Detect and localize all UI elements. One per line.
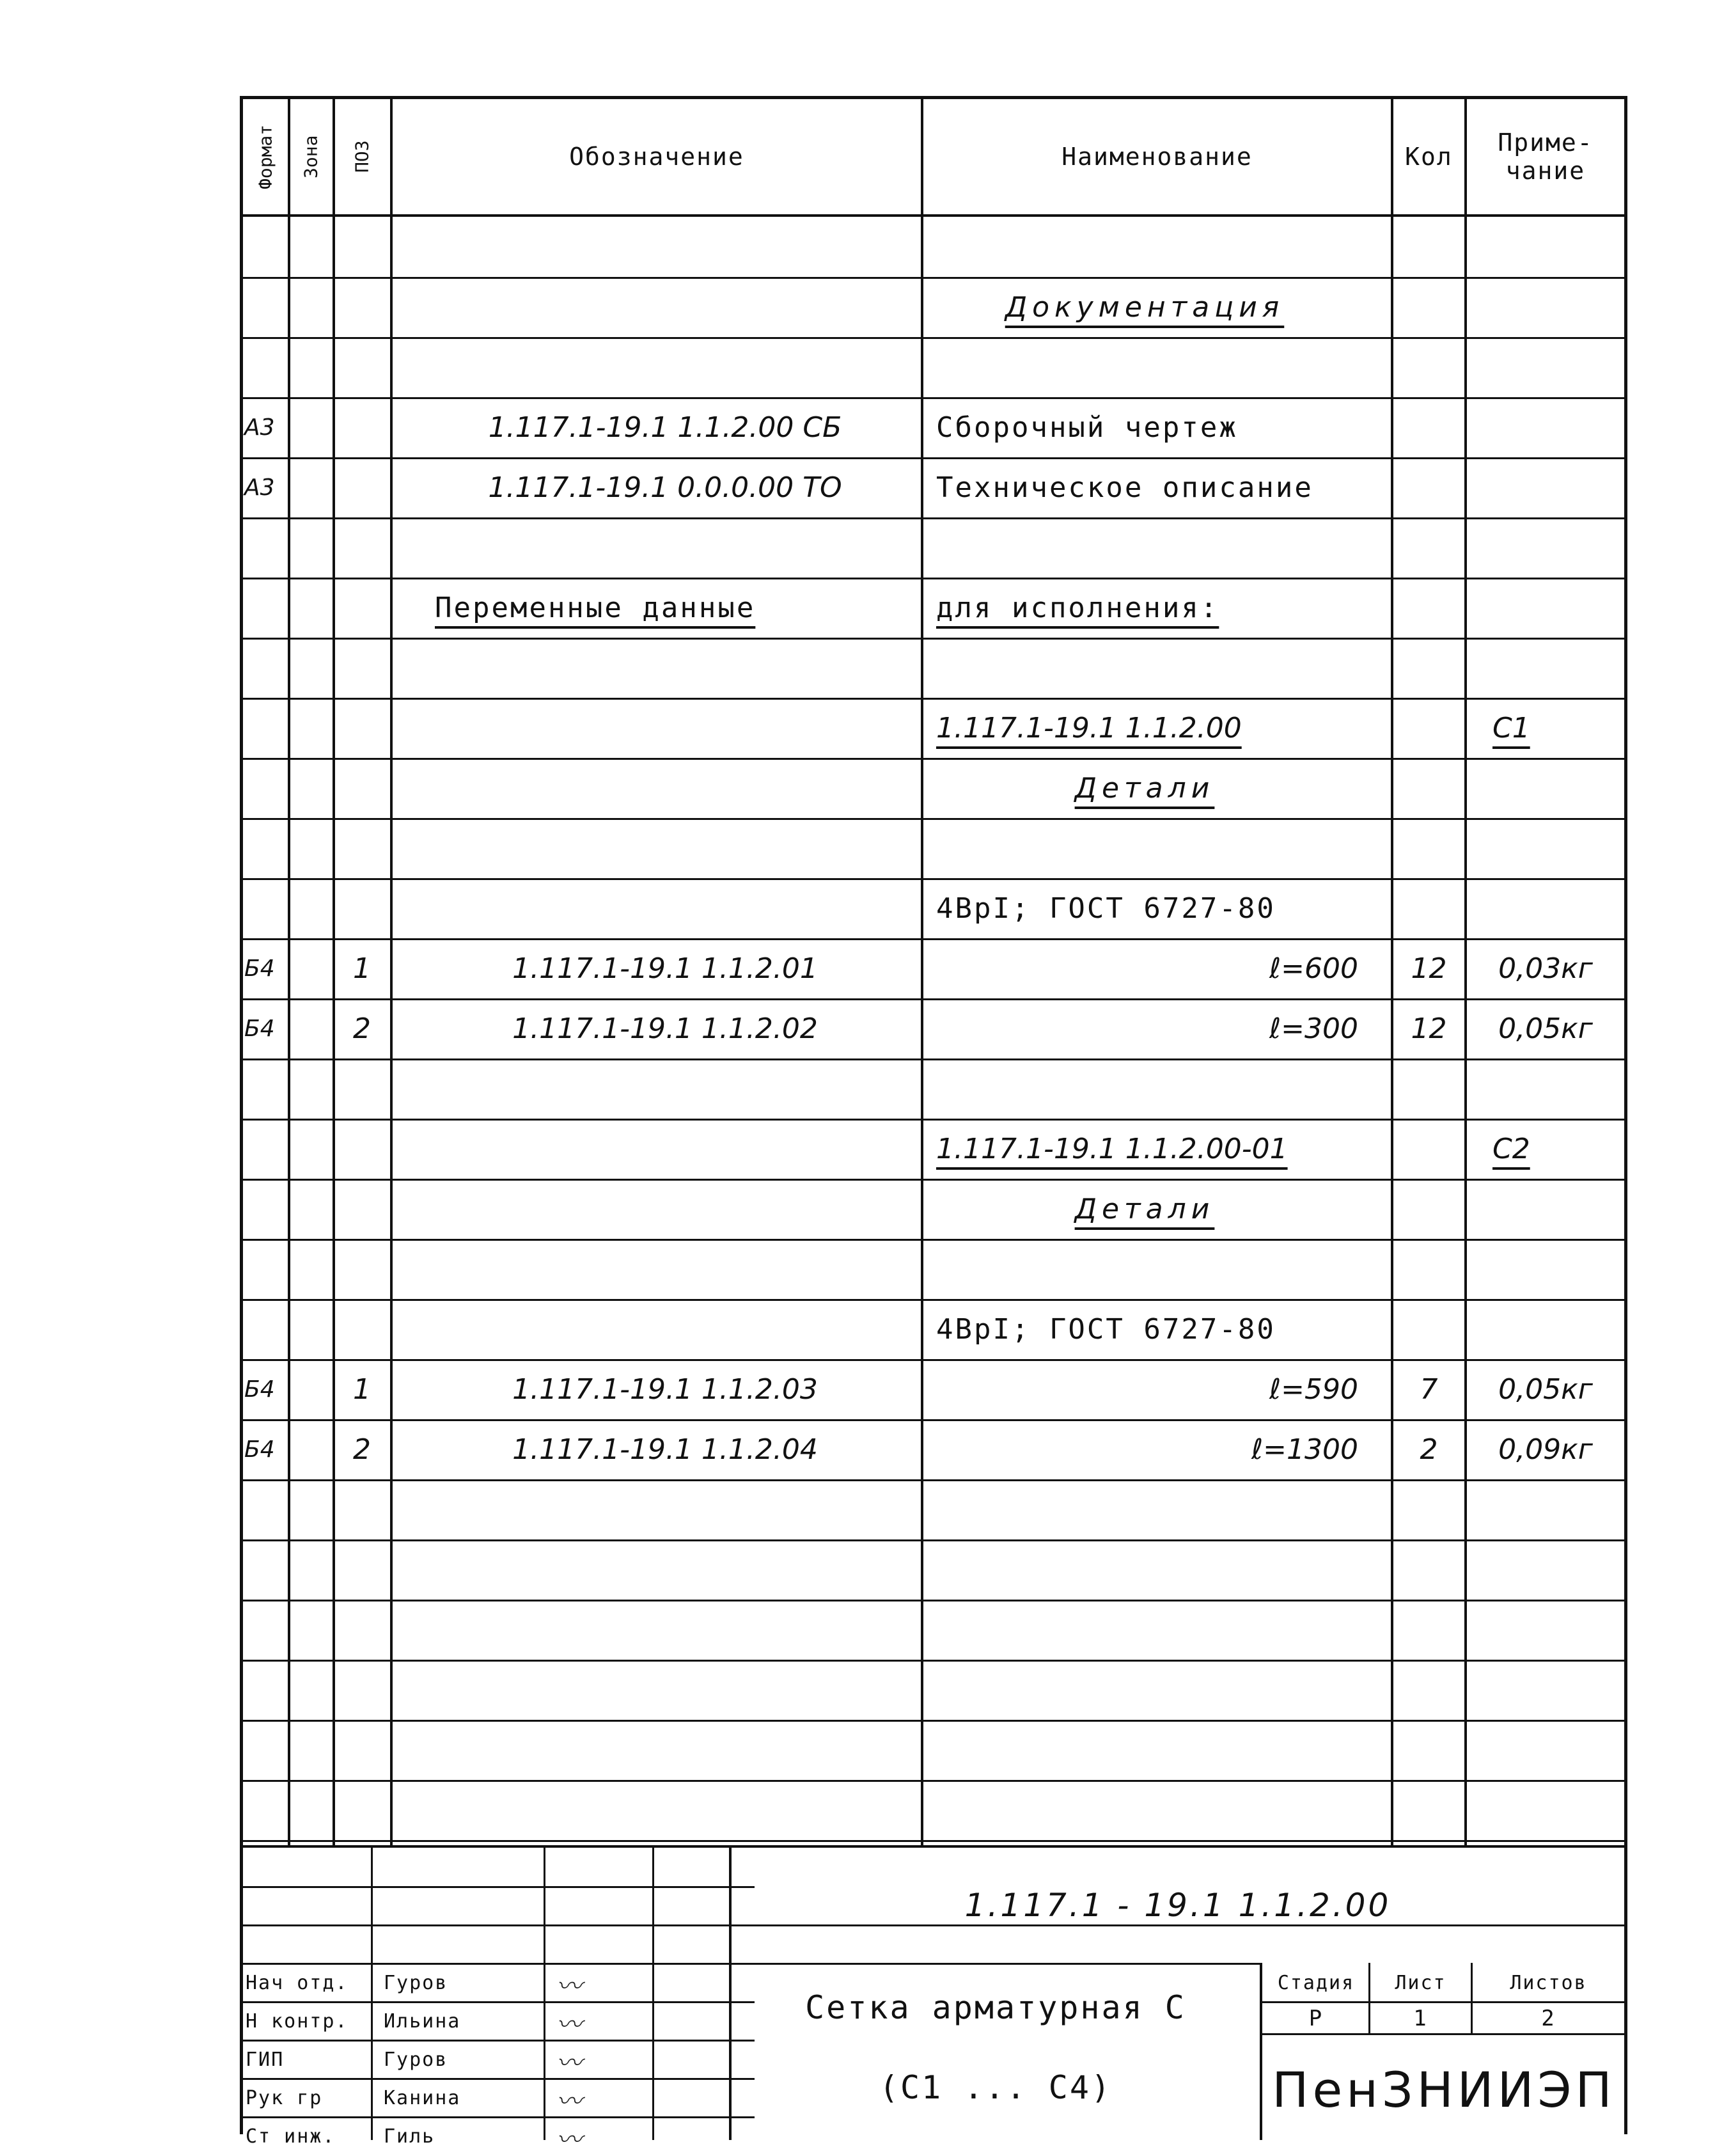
row-designation <box>409 638 921 698</box>
signer-name: Гиль <box>384 2125 435 2148</box>
row-name: Документация <box>1005 290 1285 324</box>
row-qty <box>1393 457 1464 517</box>
row-qty <box>1393 1119 1464 1179</box>
row-name <box>923 337 1384 397</box>
row-designation: 1.117.1-19.1 1.1.2.03 <box>512 1373 818 1406</box>
row-designation <box>409 1058 921 1119</box>
row-name <box>923 1539 1384 1600</box>
row-qty <box>1393 698 1464 758</box>
row-qty: 7 <box>1420 1373 1438 1406</box>
signer-name: Гуров <box>384 1972 448 1994</box>
row-name: 1.117.1-19.1 1.1.2.00-01 <box>936 1132 1288 1165</box>
row-designation <box>409 878 921 938</box>
row-name <box>923 1720 1384 1780</box>
row-name: 1.117.1-19.1 1.1.2.00 <box>936 711 1242 744</box>
row-format <box>244 1660 288 1720</box>
row-name: 4ВрI; ГОСТ 6727-80 <box>936 1312 1276 1346</box>
sheet-value: 1 <box>1413 2005 1428 2031</box>
row-name: ℓ=1300 <box>1251 1433 1358 1466</box>
signature-mark: 〰 <box>556 2087 582 2116</box>
row-note <box>1467 1600 1624 1660</box>
row-designation: 1.117.1-19.1 1.1.2.00 СБ <box>488 411 842 444</box>
row-note <box>1467 337 1624 397</box>
signer-role: Ст инж. <box>246 2125 336 2148</box>
row-qty <box>1393 1058 1464 1119</box>
row-format <box>244 1539 288 1600</box>
row-format <box>244 1058 288 1119</box>
row-note <box>1467 1479 1624 1539</box>
row-name: ℓ=600 <box>1269 952 1358 985</box>
row-designation <box>409 1539 921 1600</box>
row-pos <box>334 397 390 457</box>
row-name: ℓ=590 <box>1269 1373 1358 1406</box>
tb-line <box>243 2040 755 2042</box>
signer-role: ГИП <box>246 2049 285 2071</box>
row-format <box>244 1179 288 1239</box>
row-name <box>923 1239 1384 1299</box>
header-qty: Кол <box>1405 143 1453 171</box>
signer-name: Гуров <box>384 2049 448 2071</box>
row-format <box>244 277 288 337</box>
row-qty <box>1393 1479 1464 1539</box>
signer-name: Ильина <box>384 2010 461 2033</box>
row-pos <box>334 337 390 397</box>
row-qty <box>1393 517 1464 578</box>
stage-label: Стадия <box>1277 1972 1355 1994</box>
row-pos <box>334 1058 390 1119</box>
row-pos: 2 <box>353 1012 371 1045</box>
row-note <box>1467 397 1624 457</box>
row-note <box>1467 1660 1624 1720</box>
row-designation: 1.117.1-19.1 0.0.0.00 ТО <box>488 471 842 504</box>
row-note <box>1467 1239 1624 1299</box>
row-designation <box>409 1299 921 1359</box>
row-name: Сборочный чертеж <box>936 411 1238 444</box>
row-pos <box>334 1179 390 1239</box>
title-doc-title: Сетка арматурная С <box>805 1989 1186 2026</box>
row-format: Б4 <box>244 1376 275 1403</box>
row-qty <box>1393 337 1464 397</box>
row-note <box>1467 758 1624 818</box>
row-format <box>244 1299 288 1359</box>
row-note <box>1467 818 1624 878</box>
row-note <box>1467 638 1624 698</box>
row-designation <box>409 517 921 578</box>
row-designation <box>409 1720 921 1780</box>
row-name <box>923 517 1384 578</box>
row-pos <box>334 878 390 938</box>
row-format <box>244 698 288 758</box>
drawing-sheet <box>240 96 1627 2155</box>
row-note <box>1467 1058 1624 1119</box>
row-pos <box>334 1119 390 1179</box>
tb-line <box>371 1848 373 2140</box>
row-name: для исполнения: <box>936 591 1219 624</box>
row-qty <box>1393 1720 1464 1780</box>
header-note: Приме- чание <box>1498 129 1594 185</box>
tb-line <box>732 1963 1260 1965</box>
row-note <box>1467 277 1624 337</box>
header-zone: Зона <box>300 135 322 178</box>
row-designation <box>409 1239 921 1299</box>
signer-role: Н контр. <box>246 2010 349 2033</box>
row-qty <box>1393 1299 1464 1359</box>
row-format <box>244 878 288 938</box>
row-qty <box>1393 638 1464 698</box>
row-designation <box>409 277 921 337</box>
row-name <box>923 1479 1384 1539</box>
row-qty <box>1393 818 1464 878</box>
row-format <box>244 217 288 277</box>
row-qty <box>1393 578 1464 638</box>
row-note: С2 <box>1492 1132 1530 1165</box>
row-qty: 12 <box>1411 952 1447 985</box>
row-pos <box>334 698 390 758</box>
row-designation <box>409 1179 921 1239</box>
row-designation <box>409 1119 921 1179</box>
row-pos <box>334 217 390 277</box>
row-designation <box>409 1479 921 1539</box>
row-qty <box>1393 217 1464 277</box>
row-pos <box>334 1780 390 1840</box>
row-pos <box>334 517 390 578</box>
row-qty <box>1393 878 1464 938</box>
row-qty: 12 <box>1411 1012 1447 1045</box>
row-qty: 2 <box>1420 1433 1438 1466</box>
signer-role: Рук гр <box>246 2087 323 2109</box>
row-format <box>244 1119 288 1179</box>
row-qty <box>1393 1539 1464 1600</box>
row-designation <box>409 1600 921 1660</box>
row-pos <box>334 1239 390 1299</box>
row-qty <box>1393 1780 1464 1840</box>
row-designation <box>409 758 921 818</box>
row-format <box>244 1600 288 1660</box>
row-format <box>244 1479 288 1539</box>
row-note: 0,09кг <box>1498 1433 1593 1466</box>
stage-value: Р <box>1308 2005 1324 2031</box>
row-format <box>244 818 288 878</box>
row-pos <box>334 578 390 638</box>
tb-line <box>243 1886 755 1888</box>
row-pos <box>334 1479 390 1539</box>
row-name: Детали <box>1074 771 1215 805</box>
row-format <box>244 1720 288 1780</box>
row-name <box>923 638 1384 698</box>
row-line <box>243 1840 1624 1842</box>
row-note: С1 <box>1492 711 1530 744</box>
tb-line <box>652 1848 654 2140</box>
row-pos <box>334 277 390 337</box>
row-note <box>1467 1299 1624 1359</box>
row-format <box>244 337 288 397</box>
sheet-label: Лист <box>1395 1972 1446 1994</box>
row-pos <box>334 1720 390 1780</box>
row-designation: Переменные данные <box>435 591 756 624</box>
row-designation <box>409 1660 921 1720</box>
row-note: 0,05кг <box>1498 1373 1593 1406</box>
row-note <box>1467 1179 1624 1239</box>
row-qty <box>1393 758 1464 818</box>
row-designation <box>409 698 921 758</box>
signature-mark: 〰 <box>556 1972 582 2001</box>
row-designation: 1.117.1-19.1 1.1.2.01 <box>512 952 818 985</box>
row-note <box>1467 578 1650 638</box>
row-designation: 1.117.1-19.1 1.1.2.02 <box>512 1012 818 1045</box>
col-line <box>390 99 393 1845</box>
row-pos <box>334 1600 390 1660</box>
row-designation: 1.117.1-19.1 1.1.2.04 <box>512 1433 818 1466</box>
row-name <box>923 1058 1384 1119</box>
row-name <box>923 217 1384 277</box>
tb-line <box>544 1848 545 2140</box>
header-format: Формат <box>255 124 276 189</box>
row-name: Техническое описание <box>936 471 1313 504</box>
row-name <box>923 1780 1384 1840</box>
signature-mark: 〰 <box>556 2010 582 2040</box>
sheets-label: Листов <box>1510 1972 1587 1994</box>
row-pos: 2 <box>353 1433 371 1466</box>
row-qty <box>1393 277 1464 337</box>
row-qty <box>1393 1239 1464 1299</box>
header-name: Наименование <box>1061 143 1253 171</box>
title-doc-number: 1.117.1 - 19.1 1.1.2.00 <box>964 1887 1391 1924</box>
row-note <box>1467 517 1624 578</box>
row-name: 4ВрI; ГОСТ 6727-80 <box>936 892 1276 925</box>
row-note <box>1467 457 1624 517</box>
row-format <box>244 1780 288 1840</box>
col-line <box>288 99 290 1845</box>
row-format <box>244 517 288 578</box>
row-note <box>1467 878 1624 938</box>
row-note <box>1467 217 1624 277</box>
row-format <box>244 1239 288 1299</box>
row-name <box>923 818 1384 878</box>
row-pos: 1 <box>353 1373 371 1406</box>
row-designation <box>409 337 921 397</box>
row-pos <box>334 1660 390 1720</box>
title-block <box>243 1845 1624 2155</box>
row-format: Б4 <box>244 1436 275 1463</box>
row-note <box>1467 1720 1624 1780</box>
organization: ПенЗНИИЭП <box>1272 2061 1616 2118</box>
specification-table <box>243 99 1624 1845</box>
row-designation <box>409 217 921 277</box>
tb-line <box>1260 1963 1262 2140</box>
row-format: А3 <box>244 414 275 441</box>
row-pos <box>334 758 390 818</box>
row-pos <box>334 818 390 878</box>
row-designation <box>409 1780 921 1840</box>
row-name: Детали <box>1074 1192 1215 1225</box>
signature-mark: 〰 <box>556 2125 582 2155</box>
row-format: А3 <box>244 474 275 501</box>
row-format <box>244 578 288 638</box>
title-doc-subtitle: (С1 ... С4) <box>879 2069 1113 2106</box>
row-name <box>923 1600 1384 1660</box>
row-format: Б4 <box>244 955 275 982</box>
signature-mark: 〰 <box>556 2049 582 2078</box>
header-designation: Обозначение <box>569 143 744 171</box>
row-pos: 1 <box>353 952 371 985</box>
row-format <box>244 758 288 818</box>
row-name: ℓ=300 <box>1269 1012 1358 1045</box>
tb-line <box>1260 2033 1624 2035</box>
row-pos <box>334 457 390 517</box>
row-format <box>244 638 288 698</box>
row-pos <box>334 638 390 698</box>
row-pos <box>334 1299 390 1359</box>
row-qty <box>1393 1660 1464 1720</box>
row-qty <box>1393 397 1464 457</box>
row-qty <box>1393 1600 1464 1660</box>
signer-name: Канина <box>384 2087 461 2109</box>
row-name <box>923 1660 1384 1720</box>
row-qty <box>1393 1179 1464 1239</box>
row-note <box>1467 1780 1624 1840</box>
header-pos: ПОЗ <box>351 140 373 173</box>
row-designation <box>409 818 921 878</box>
signer-role: Нач отд. <box>246 1972 349 1994</box>
row-note: 0,05кг <box>1498 1012 1593 1045</box>
row-format: Б4 <box>244 1015 275 1042</box>
row-pos <box>334 1539 390 1600</box>
row-note: 0,03кг <box>1498 952 1593 985</box>
sheets-value: 2 <box>1541 2005 1556 2031</box>
row-note <box>1467 1539 1624 1600</box>
